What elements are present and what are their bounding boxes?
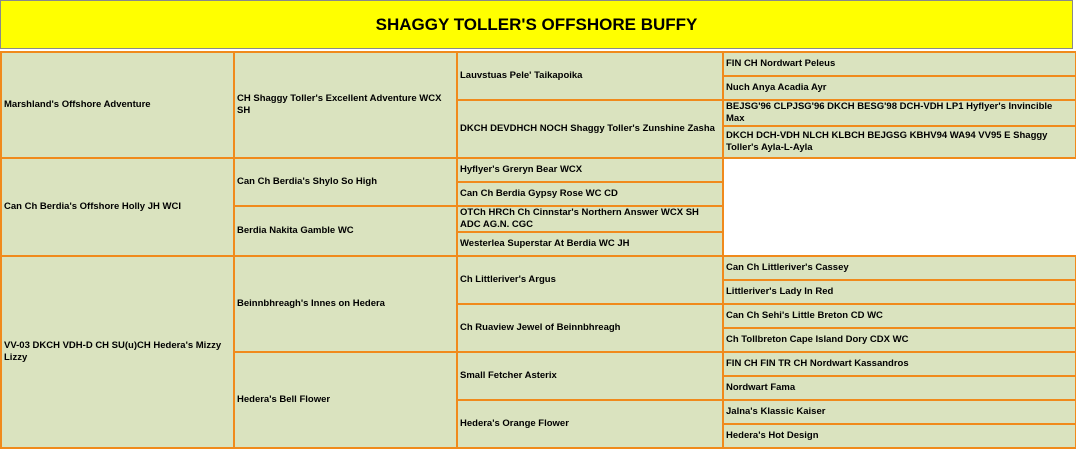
gen4-cell: Ch Tollbreton Cape Island Dory CDX WC — [723, 328, 1076, 352]
sire-dam-cell: Can Ch Berdia's Offshore Holly JH WCI — [1, 158, 234, 256]
gen4-cell: Hedera's Hot Design — [723, 424, 1076, 448]
gen4-cell: Jalna's Klassic Kaiser — [723, 400, 1076, 424]
pedigree-title: SHAGGY TOLLER'S OFFSHORE BUFFY — [0, 0, 1073, 49]
gen4-cell: Can Ch Sehi's Little Breton CD WC — [723, 304, 1076, 328]
dam-dam-cell: Hedera's Bell Flower — [234, 352, 457, 448]
gen3-cell: Ch Ruaview Jewel of Beinnbhreagh — [457, 304, 723, 352]
gen3-cell: Small Fetcher Asterix — [457, 352, 723, 400]
sire-cell: Marshland's Offshore Adventure — [1, 52, 234, 158]
gen3-cell: Hedera's Orange Flower — [457, 400, 723, 448]
gen4-cell: Can Ch Littleriver's Cassey — [723, 256, 1076, 280]
gen3-cell: Ch Littleriver's Argus — [457, 256, 723, 304]
gen4-cell: BEJSG'96 CLPJSG'96 DKCH BESG'98 DCH-VDH LP1 Hyflyer's Invincible Max — [723, 100, 1076, 126]
gen4-cell: Littleriver's Lady In Red — [723, 280, 1076, 304]
gen3-cell: Berdia Nakita Gamble WC — [234, 206, 457, 256]
gen4-cell: OTCh HRCh Ch Cinnstar's Northern Answer WCX SH ADC AG.N. CGC — [457, 206, 723, 232]
gen3-cell: Lauvstuas Pele' Taikapoika — [457, 52, 723, 100]
gen3-cell: Can Ch Berdia's Shylo So High — [234, 158, 457, 206]
dam-sire-cell: Beinnbhreagh's Innes on Hedera — [234, 256, 457, 352]
gen3-cell: DKCH DEVDHCH NOCH Shaggy Toller's Zunshine Zasha — [457, 100, 723, 158]
sire-sire-cell: CH Shaggy Toller's Excellent Adventure WCX SH — [234, 52, 457, 158]
gen4-cell: Westerlea Superstar At Berdia WC JH — [457, 232, 723, 256]
pedigree-table — [0, 51, 1076, 449]
gen4-cell: Can Ch Berdia Gypsy Rose WC CD — [457, 182, 723, 206]
gen4-cell: Nordwart Fama — [723, 376, 1076, 400]
gen4-cell: Hyflyer's Greryn Bear WCX — [457, 158, 723, 182]
gen4-cell: Nuch Anya Acadia Ayr — [723, 76, 1076, 100]
dam-cell: VV-03 DKCH VDH-D CH SU(u)CH Hedera's Mizzy Lizzy — [1, 256, 234, 448]
gen4-cell: FIN CH Nordwart Peleus — [723, 52, 1076, 76]
gen4-cell: DKCH DCH-VDH NLCH KLBCH BEJGSG KBHV94 WA94 VV95 E Shaggy Toller's Ayla-L-Ayla — [723, 126, 1076, 158]
gen4-cell: FIN CH FIN TR CH Nordwart Kassandros — [723, 352, 1076, 376]
